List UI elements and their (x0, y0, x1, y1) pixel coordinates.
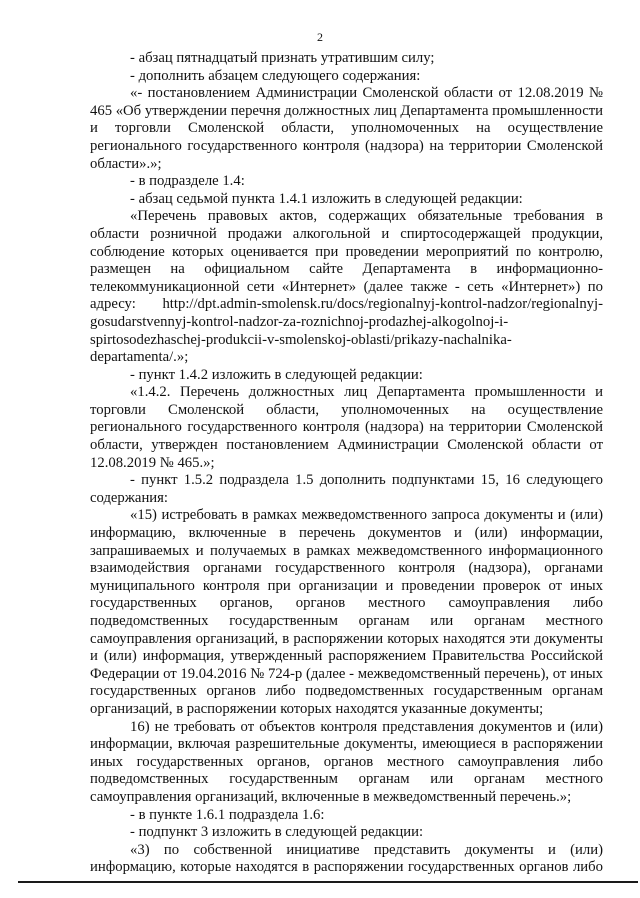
document-body (90, 50, 603, 877)
paragraph-subitem-15: «15) истребовать в рамках межведомственного запроса документы и (или) информацию, включенные в перечень документов и (или) информации, запрашиваемых и получаемых в рамках межведомственного информационного взаимодействия органами государственного контроля (надзора), органами муниципального контроля при организации и проведении проверок от иных государственных органов, органов местного самоуправления либо подведомственных государственным органам или органам местного самоуправления организаций, в распоряжении которых находятся эти документы и (или) информация, утвержденный распоряжением Правительства Российской Федерации от 19.04.2016 № 724-р (далее - межведомственный перечень), от иных государственных органов либо подведомственных государственным органам организаций, в распоряжении которых находятся указанные документы; (90, 507, 603, 717)
paragraph-item-1-6-1: - в пункте 1.6.1 подраздела 1.6: (130, 806, 325, 823)
paragraph-subitem-16: 16) не требовать от объектов контроля представления документов и (или) информации, включая разрешительные документы, имеющиеся в распоряжении иных государственных органов, органов местного самоуправления либо подведомственных государственным органам или органам местного самоуправления организаций, включенные в межведомственный перечень.»; (90, 718, 603, 805)
paragraph-subsection-1-4: - в подразделе 1.4: (130, 173, 245, 190)
paragraph-resolution-465: «- постановлением Администрации Смоленской области от 12.08.2019 № 465 «Об утверждении перечня должностных лиц Департамента промышленности и торговли Смоленской области, уполномоченных на осуществление регионального государственного контроля (надзора) на территории Смоленской области».»; (90, 85, 603, 172)
paragraph-item-1-4-1: - абзац седьмой пункта 1.4.1 изложить в следующей редакции: (130, 190, 523, 207)
paragraph-item-1-5-2: - пункт 1.5.2 подраздела 1.5 дополнить подпунктами 15, 16 следующего содержания: (90, 472, 603, 506)
paragraph-add-clause: - дополнить абзацем следующего содержания: (130, 67, 421, 84)
paragraph-item-1-4-2-intro: - пункт 1.4.2 изложить в следующей редакции: (130, 366, 423, 383)
paragraph-strike-fifteenth: - абзац пятнадцатый признать утратившим силу; (130, 50, 435, 66)
page-number: 2 (317, 30, 323, 44)
paragraph-subitem-3-intro: - подпункт 3 изложить в следующей редакции: (130, 824, 424, 841)
paragraph-legal-acts-list: «Перечень правовых актов, содержащих обязательные требования в области розничной продажи алкогольной и спиртосодержащей продукции, соблюдение которых оценивается при проведении мероприятий по контролю, размещен на официальном сайте Департамента в информационно-телекоммуникационной сети «Интернет» (далее также - сеть «Интернет») по адресу: http://dpt.admin-smolensk.ru/docs/regionalnyj-kontrol-nadzor/regionalnyj-gosudarstvennyj-kontrol-nadzor-za-roznichnoj-prodazhej-alkogolnoj-i-spirtosodezhaschej-produkcii-v-smolenskoj-oblasti/prikazy-nachalnika-departamenta/.»; (90, 208, 603, 366)
paragraph-item-1-4-2-text: «1.4.2. Перечень должностных лиц Департамента промышленности и торговли Смоленской области, уполномоченных на осуществление регионального государственного контроля (надзора) на территории Смоленской области, утвержден постановлением Администрации Смоленской области от 12.08.2019 № 465.»; (90, 384, 603, 471)
bottom-rule (18, 881, 638, 883)
paragraph-subitem-3-text: «3) по собственной инициативе представить документы и (или) информацию, которые находятся в распоряжении государственных органов либо (90, 841, 603, 876)
